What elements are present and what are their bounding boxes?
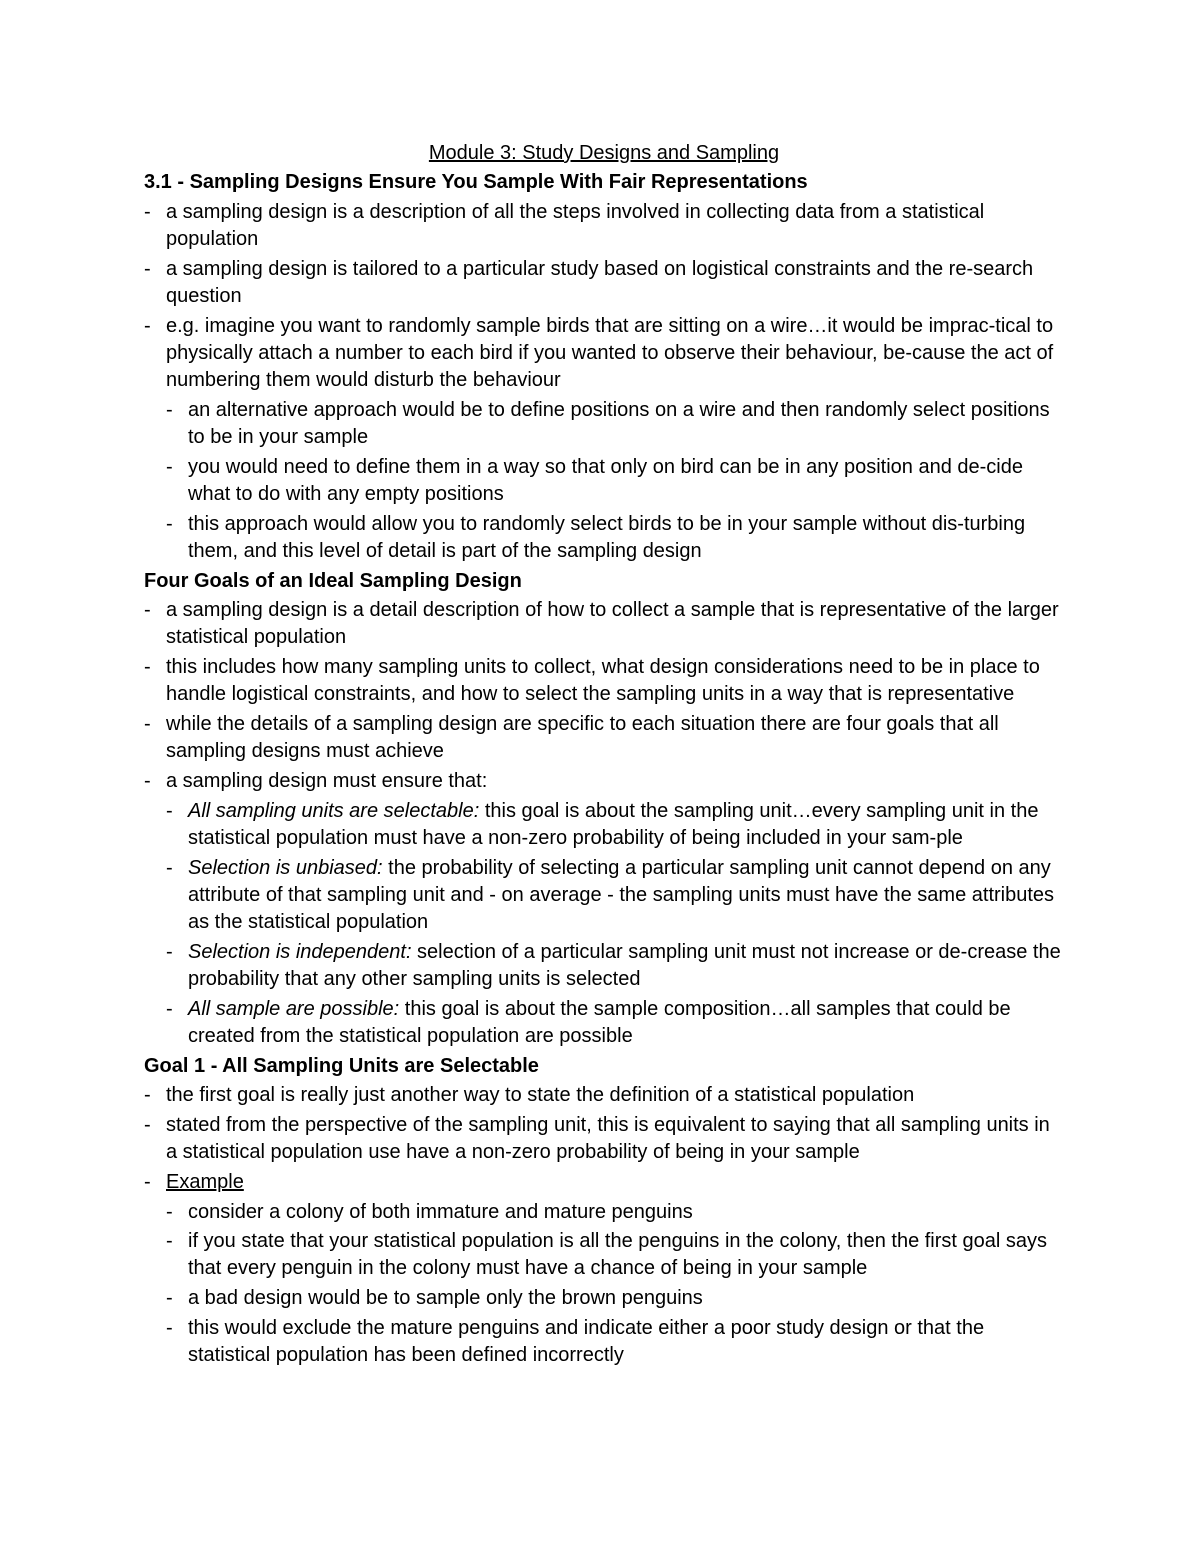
bullet-dash: -: [166, 1230, 173, 1253]
bullet-text: while the details of a sampling design are specific to each situation there are four goals that all sampling designs must achieve: [166, 713, 999, 763]
sub-bullet-item: [144, 1315, 1064, 1369]
bullet-item: [144, 711, 1064, 765]
sub-bullet-item: [144, 454, 1064, 508]
bullet-dash: -: [144, 656, 151, 679]
bullet-dash: -: [144, 1170, 151, 1193]
goal-text: this goal is about the sample composition…all samples that could be created from the statistical population are possible: [188, 997, 1011, 1047]
bullet-text: consider a colony of both immature and mature penguins: [188, 1200, 693, 1223]
bullet-text: e.g. imagine you want to randomly sample birds that are sitting on a wire…it would be imprac-tical to physically attach a number to each bird if you wanted to observe their behaviour, be-cause the act of numbering them would disturb the behaviour: [166, 314, 1054, 392]
bullet-item: [144, 597, 1064, 651]
bullet-text: stated from the perspective of the sampling unit, this is equivalent to saying that all sampling units in a statistical population use have a non-zero probability of being in your sample: [166, 1113, 1050, 1164]
bullet-dash: -: [144, 599, 151, 622]
bullet-text: you would need to define them in a way so that only on bird can be in any position and de-cide what to do with any empty positions: [188, 455, 1023, 505]
sub-bullet-item: [144, 397, 1064, 451]
bullet-text: a sampling design is tailored to a particular study based on logistical constraints and the re-search question: [166, 257, 1034, 308]
bullet-dash: -: [144, 1084, 151, 1107]
bullet-item: [144, 199, 1064, 253]
bullet-dash: -: [144, 257, 151, 280]
bullet-item: [144, 1169, 1064, 1196]
goal-text: the probability of selecting a particular sampling unit cannot depend on any attribute of that sampling unit and - on average - the sampling units must have the same attributes as the statistical population: [188, 856, 1055, 933]
document-page: [144, 140, 1064, 1372]
bullet-dash: -: [166, 1316, 173, 1339]
bullet-text: an alternative approach would be to define positions on a wire and then randomly select positions to be in your sample: [188, 398, 1050, 449]
goal-text: selection of a particular sampling unit must not increase or de-crease the probability that any other sampling units is selected: [188, 940, 1061, 990]
bullet-item: [144, 1112, 1064, 1166]
bullet-dash: -: [144, 200, 151, 223]
bullet-item: [144, 654, 1064, 708]
sub-bullet-item: [144, 1285, 1064, 1312]
goal-term: All sample are possible:: [188, 997, 400, 1020]
bullet-text: a sampling design must ensure that:: [166, 769, 488, 792]
goal-item: [144, 939, 1064, 993]
bullet-text: a bad design would be to sample only the brown penguins: [188, 1287, 703, 1310]
bullet-text: this would exclude the mature penguins and indicate either a poor study design or that the statistical population has been defined incorrectly: [188, 1316, 985, 1367]
bullet-text: the first goal is really just another way to state the definition of a statistical population: [166, 1084, 915, 1107]
bullet-dash: -: [166, 856, 173, 879]
sub-bullet-item: [144, 1228, 1064, 1282]
bullet-text: this approach would allow you to randomly select birds to be in your sample without dis-turbing them, and this level of detail is part of the sampling design: [188, 512, 1026, 562]
goal-term: All sampling units are selectable:: [188, 799, 480, 822]
bullet-item: [144, 313, 1064, 395]
bullet-dash: -: [166, 997, 173, 1020]
example-label: Example: [166, 1170, 244, 1193]
bullet-dash: -: [144, 1113, 151, 1136]
bullet-dash: -: [166, 398, 173, 421]
bullet-text: a sampling design is a detail description of how to collect a sample that is representative of the larger statistical population: [166, 599, 1059, 649]
bullet-dash: -: [166, 799, 173, 822]
bullet-item: [144, 1082, 1064, 1109]
goal-item: [144, 798, 1064, 852]
bullet-dash: -: [144, 769, 151, 792]
bullet-dash: -: [166, 512, 173, 535]
goal-text: this goal is about the sampling unit…every sampling unit in the statistical population must have a non-zero probability of being included in your sam-ple: [188, 799, 1039, 849]
goal-item: [144, 855, 1064, 937]
section-heading: Four Goals of an Ideal Sampling Design: [144, 569, 522, 592]
page-title: Module 3: Study Designs and Sampling: [428, 142, 780, 164]
bullet-dash: -: [144, 713, 151, 736]
bullet-item: [144, 768, 1064, 795]
bullet-dash: -: [166, 940, 173, 963]
goal-term: Selection is unbiased:: [188, 856, 383, 879]
bullet-text: this includes how many sampling units to collect, what design considerations need to be in place to handle logistical constraints, and how to select the sampling units in a way that is representative: [166, 656, 1040, 706]
goal-term: Selection is independent:: [188, 940, 412, 963]
bullet-item: [144, 256, 1064, 310]
bullet-dash: -: [144, 314, 151, 337]
bullet-dash: -: [166, 1200, 173, 1223]
section-heading: 3.1 - Sampling Designs Ensure You Sample With Fair Representations: [144, 171, 808, 194]
sub-bullet-item: [144, 511, 1064, 565]
bullet-dash: -: [166, 455, 173, 478]
section-heading: Goal 1 - All Sampling Units are Selectable: [144, 1054, 539, 1077]
sub-bullet-item: [144, 1199, 1064, 1226]
bullet-text: a sampling design is a description of all the steps involved in collecting data from a statistical population: [166, 200, 985, 251]
bullet-text: if you state that your statistical population is all the penguins in the colony, then the first goal says that every penguin in the colony must have a chance of being in your sample: [188, 1230, 1048, 1280]
bullet-dash: -: [166, 1287, 173, 1310]
goal-item: [144, 996, 1064, 1050]
